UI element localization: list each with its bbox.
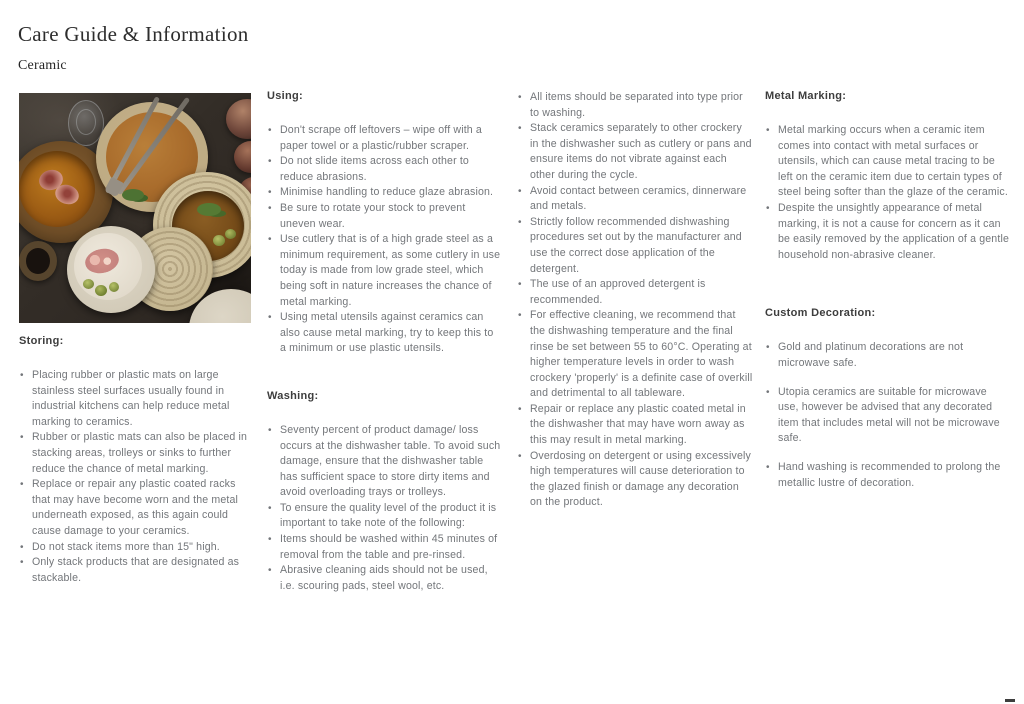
bullet-item: • Repair or replace any plastic coated metal in the dishwasher that may have worn away as this may result in metal marking. bbox=[517, 402, 753, 449]
bullet-item: • Hand washing is recommended to prolong the metallic lustre of decoration. bbox=[765, 460, 1009, 491]
olive-shape bbox=[109, 282, 119, 292]
bullet-item: • Use cutlery that is of a high grade steel as a minimum requirement, as some cutlery in use today is made from low grade steel, which being soft in nature increases the chance of metal marking. bbox=[267, 232, 501, 310]
olive-shape bbox=[95, 285, 107, 296]
bullet-item: • Do not stack items more than 15" high. bbox=[19, 540, 253, 556]
bullet-item: • Using metal utensils against ceramics can also cause metal marking, try to keep this to a minimum or use plastic utensils. bbox=[267, 310, 501, 357]
bullet-item: • For effective cleaning, we recommend that the dishwashing temperature and the final rinse be set between 55 to 60°C. Operating at higher temperature levels in order to wash crockery 'properly' is a definite case of overkill and detrimental to all tableware. bbox=[517, 308, 753, 402]
custom-decoration-section bbox=[765, 307, 1009, 491]
custom-decoration-heading: Custom Decoration: bbox=[765, 307, 876, 320]
bullet-item: • Don't scrape off leftovers – wipe off with a paper towel or a plastic/rubber scraper. bbox=[267, 123, 501, 154]
bullet-item: • Only stack products that are designated as stackable. bbox=[19, 555, 253, 586]
bullet-item: • All items should be separated into type prior to washing. bbox=[517, 90, 753, 121]
washing-heading: Washing: bbox=[267, 389, 319, 402]
bullet-item: • Placing rubber or plastic mats on large stainless steel surfaces usually found in industrial kitchens can help reduce metal marking to ceramics. bbox=[19, 368, 253, 430]
using-heading: Using: bbox=[267, 90, 304, 102]
bullet-item: • Do not slide items across each other to reduce abrasions. bbox=[267, 154, 501, 185]
olive-shape bbox=[225, 229, 236, 239]
olive-shape bbox=[213, 235, 225, 246]
bullet-item: • Metal marking occurs when a ceramic item comes into contact with metal surfaces or utensils, which can cause metal tracing to be left on the ceramic item due to certain types of steel being softer than the glaze of the ceramic. bbox=[765, 123, 1009, 201]
bullet-item: • Strictly follow recommended dishwashing procedures set out by the manufacturer and use the correct dose application of the detergent. bbox=[517, 215, 753, 277]
bullet-item: • Items should be washed within 45 minutes of removal from the table and pre-rinsed. bbox=[267, 532, 501, 563]
bullet-item: • To ensure the quality level of the product it is important to take note of the following: bbox=[267, 501, 501, 532]
bullet-item: • Stack ceramics separately to other crockery in the dishwasher such as cutlery or pans and ensure items do not vibrate against each other during the cycle. bbox=[517, 121, 753, 183]
glass-rim-shape bbox=[76, 109, 96, 135]
using-washing-column bbox=[267, 90, 501, 594]
bullet-item: • Seventy percent of product damage/ loss occurs at the dishwasher table. To avoid such damage, ensure that the dishwasher table has sufficient space to store dirty items and avoid overloading trays or trolleys. bbox=[267, 423, 501, 501]
page-title: Care Guide & Information bbox=[18, 22, 249, 46]
olive-shape bbox=[83, 279, 94, 289]
bullet-item: • Rubber or plastic mats can also be placed in stacking areas, trolleys or sinks to further reduce the chance of metal marking. bbox=[19, 430, 253, 477]
metal-marking-section bbox=[765, 90, 1009, 263]
copper-pot-shape bbox=[226, 99, 251, 139]
copper-pot-shape bbox=[234, 141, 251, 173]
storing-list bbox=[19, 368, 253, 586]
storing-section bbox=[19, 335, 253, 586]
washing-continued-list bbox=[517, 90, 753, 511]
bullet-item: • Abrasive cleaning aids should not be used, i.e. scouring pads, steel wool, etc. bbox=[267, 563, 501, 594]
page-subtitle: Ceramic bbox=[18, 58, 67, 73]
metal-marking-list bbox=[765, 123, 1009, 263]
bullet-item: • The use of an approved detergent is recommended. bbox=[517, 277, 753, 308]
parsley-garnish-shape bbox=[197, 203, 221, 216]
bullet-item: • Utopia ceramics are suitable for microwave use, however be advised that any decorated item that includes metal will not be microwave safe. bbox=[765, 385, 1009, 447]
bullet-item: • Be sure to rotate your stock to prevent uneven wear. bbox=[267, 201, 501, 232]
bullet-item: • Gold and platinum decorations are not microwave safe. bbox=[765, 340, 1009, 371]
bullet-item: • Overdosing on detergent or using excessively high temperatures will cause deterioration to the glazed finish or damage any decoration on the product. bbox=[517, 449, 753, 511]
using-list bbox=[267, 123, 501, 357]
storing-column bbox=[19, 335, 253, 586]
storing-heading: Storing: bbox=[19, 335, 64, 347]
washing-continued-section bbox=[517, 90, 753, 511]
page-number-mark bbox=[1002, 699, 1016, 704]
metal-marking-column bbox=[765, 90, 1009, 491]
bullet-item: • Despite the unsightly appearance of metal marking, it is not a cause for concern as it can be easily removed by the application of a gentle household non-abrasive cleaner. bbox=[765, 201, 1009, 263]
metal-marking-heading: Metal Marking: bbox=[765, 90, 847, 102]
dark-cup-shape bbox=[19, 241, 57, 281]
custom-decoration-list bbox=[765, 340, 1009, 491]
washing-section bbox=[267, 390, 501, 595]
using-section bbox=[267, 90, 501, 357]
parsley-garnish-shape bbox=[122, 189, 144, 201]
washing-continued-column bbox=[517, 90, 753, 511]
washing-list bbox=[267, 423, 501, 595]
ceramic-dinnerware-photo bbox=[19, 93, 251, 323]
bullet-item: • Minimise handling to reduce glaze abrasion. bbox=[267, 185, 501, 201]
bullet-item: • Avoid contact between ceramics, dinnerware and metals. bbox=[517, 184, 753, 215]
bullet-item: • Replace or repair any plastic coated racks that may have become worn and the metal underneath exposed, as this again could cause damage to your ceramics. bbox=[19, 477, 253, 539]
